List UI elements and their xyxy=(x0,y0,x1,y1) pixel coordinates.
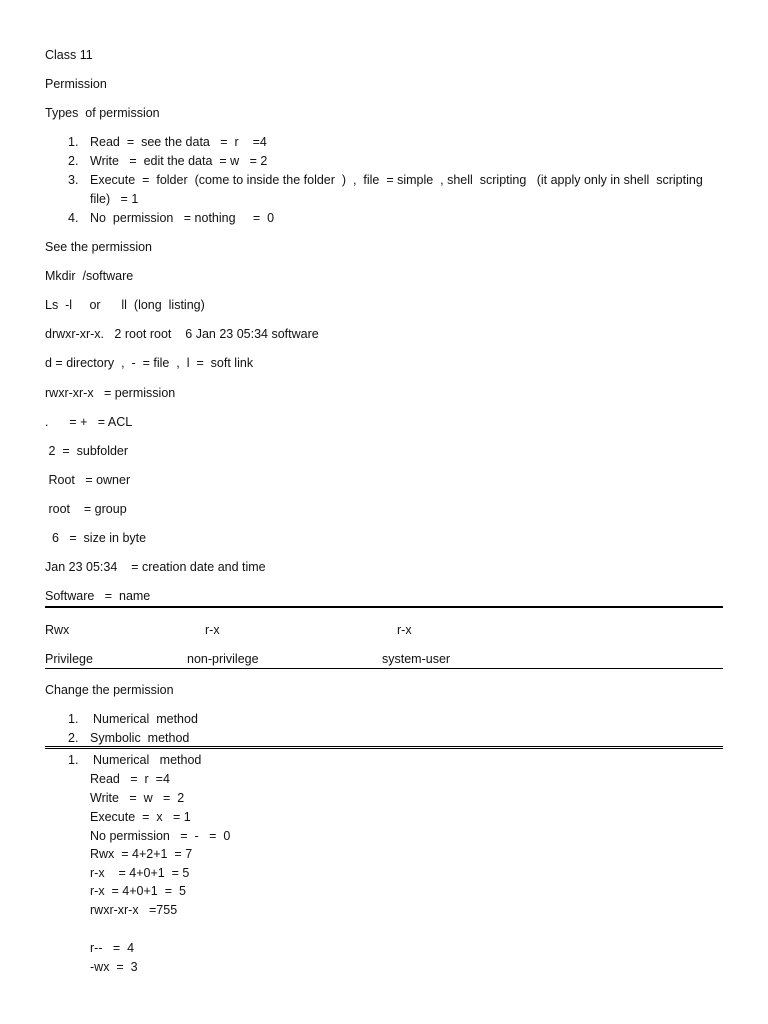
table-cell: non-privilege xyxy=(187,652,259,666)
date-line: Jan 23 05:34 = creation date and time xyxy=(45,560,266,574)
subfolder-line: 2 = subfolder xyxy=(45,444,129,458)
list-text: Numerical method xyxy=(93,712,198,726)
numerical-line: Read = r =4 xyxy=(90,772,170,786)
owner-line: Root = owner xyxy=(45,473,131,487)
list-text: Write = edit the data = w = 2 xyxy=(90,154,268,168)
list-number: 1. xyxy=(68,712,79,726)
table-cell: Privilege xyxy=(45,652,93,666)
numerical-line: Write = w = 2 xyxy=(90,791,185,805)
file-type-legend: d = directory , - = file , l = soft link xyxy=(45,356,254,370)
class-title: Class 11 xyxy=(45,48,93,62)
list-number: 1. xyxy=(68,135,79,149)
list-number: 1. xyxy=(68,753,79,767)
section-divider xyxy=(45,606,723,608)
list-number: 3. xyxy=(68,173,79,187)
size-line: 6 = size in byte xyxy=(45,531,147,545)
name-line: Software = name xyxy=(45,589,151,603)
ls-command-line: Ls -l or ll (long listing) xyxy=(45,298,205,312)
numerical-line: rwxr-xr-x =755 xyxy=(90,903,178,917)
list-text: Read = see the data = r =4 xyxy=(90,135,267,149)
list-text: No permission = nothing = 0 xyxy=(90,211,275,225)
list-number: 4. xyxy=(68,211,79,225)
numerical-extra-line: -wx = 3 xyxy=(90,960,138,974)
table-cell: r-x xyxy=(397,623,412,637)
group-line: root = group xyxy=(45,502,127,516)
topic-title: Permission xyxy=(45,77,107,91)
table-cell: r-x xyxy=(205,623,220,637)
table-cell: system-user xyxy=(382,652,451,666)
table-cell: Rwx xyxy=(45,623,70,637)
numerical-line: r-x = 4+0+1 = 5 xyxy=(90,866,190,880)
list-number: 2. xyxy=(68,154,79,168)
types-heading: Types of permission xyxy=(45,106,160,120)
mkdir-command-line: Mkdir /software xyxy=(45,269,134,283)
see-permission-line: See the permission xyxy=(45,240,153,254)
numerical-line: Execute = x = 1 xyxy=(90,810,191,824)
ls-output-line: drwxr-xr-x. 2 root root 6 Jan 23 05:34 software xyxy=(45,327,319,341)
list-text: Symbolic method xyxy=(90,731,190,745)
list-text-continued: file) = 1 xyxy=(90,192,139,206)
numerical-line: No permission = - = 0 xyxy=(90,829,231,843)
change-heading: Change the permission xyxy=(45,683,174,697)
acl-line: . = + = ACL xyxy=(45,415,133,429)
permission-line: rwxr-xr-x = permission xyxy=(45,386,176,400)
table-divider xyxy=(45,668,723,669)
numerical-line: Rwx = 4+2+1 = 7 xyxy=(90,847,193,861)
numerical-line: r-x = 4+0+1 = 5 xyxy=(90,884,186,898)
double-divider xyxy=(45,746,723,749)
list-number: 2. xyxy=(68,731,79,745)
numerical-extra-line: r-- = 4 xyxy=(90,941,135,955)
list-text: Execute = folder (come to inside the folder ) , file = simple , shell scripting (it apply only in shell scripting xyxy=(90,173,703,187)
numerical-title: Numerical method xyxy=(93,753,202,767)
